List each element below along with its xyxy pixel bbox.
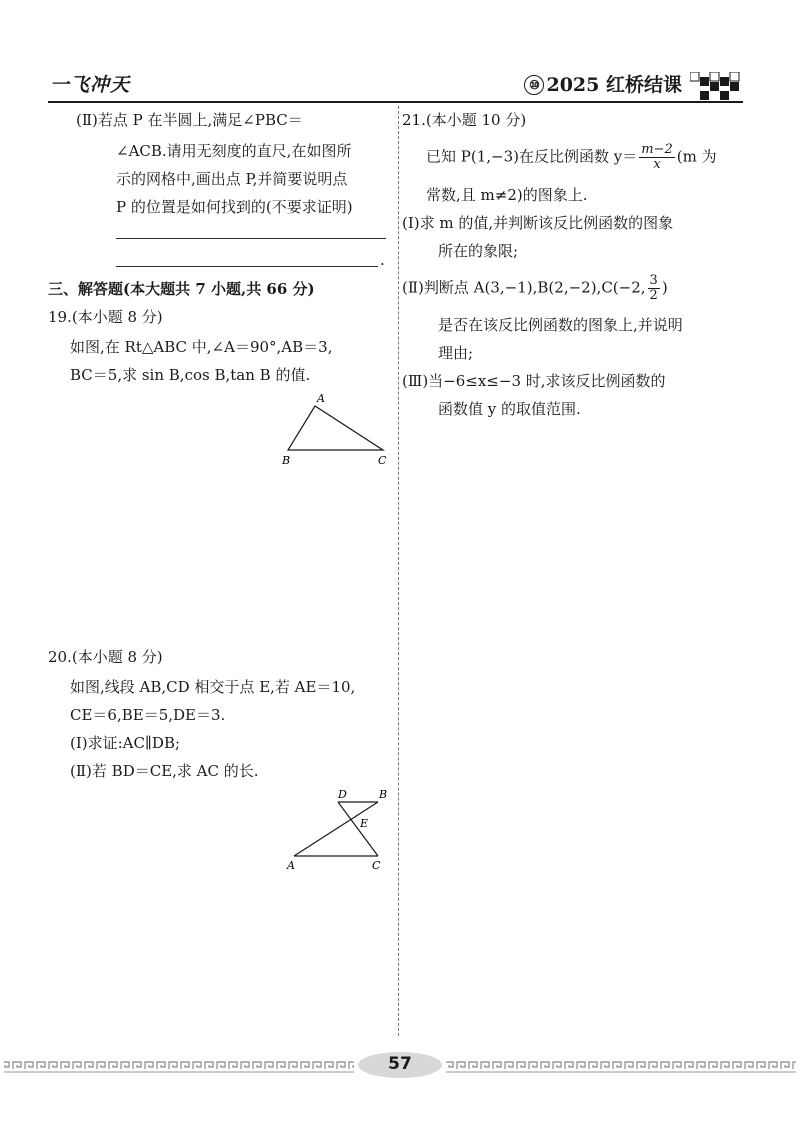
q19-line1: 如图,在 Rt△ABC 中,∠A＝90°,AB＝3, [70, 338, 333, 356]
q21-part3-line2: 函数值 y 的取值范围. [438, 400, 581, 418]
answer-period: . [380, 251, 385, 269]
q21-part2-line2: 是否在该反比例函数的图象上,并说明 [438, 316, 683, 334]
q20-heading: 20.(本小题 8 分) [48, 648, 163, 666]
q21-intro-tail: (m 为 [676, 147, 717, 166]
q21-intro [426, 143, 717, 172]
label-a: A [317, 392, 325, 405]
q20-segments-diagram [280, 785, 400, 875]
q21-part2-line1 [402, 274, 668, 303]
label-c: C [372, 859, 381, 872]
q21-heading: 21.(本小题 10 分) [402, 111, 527, 129]
fraction-m-minus-2-over-x [639, 143, 675, 172]
fraction-3-over-2 [648, 274, 660, 303]
label-e: E [360, 817, 369, 830]
q18-part2-line1: (Ⅱ)若点 P 在半圆上,满足∠PBC＝ [76, 111, 303, 129]
series-year: 2025 [546, 74, 600, 96]
q19-line2: BC＝5,求 sin B,cos B,tan B 的值. [70, 366, 311, 384]
q21-part2-line3: 理由; [438, 344, 474, 362]
page-number: 57 [388, 1054, 412, 1074]
volume-badge: ⑩ [524, 75, 544, 95]
q21-part1-line1: (Ⅰ)求 m 的值,并判断该反比例函数的图象 [402, 214, 674, 232]
q20-line1: 如图,线段 AB,CD 相交于点 E,若 AE＝10, [70, 678, 356, 696]
q21-line2: 常数,且 m≠2)的图象上. [426, 186, 588, 204]
fraction-numerator: 3 [649, 273, 658, 288]
column-divider [398, 106, 399, 1036]
q21-part2-text: (Ⅱ)判断点 A(3,−1),B(2,−2),C(−2, [402, 278, 646, 297]
checker-decoration-icon [690, 72, 742, 100]
series-title [524, 70, 682, 97]
brand-logo: 一飞冲天 [50, 74, 131, 96]
q20-part2: (Ⅱ)若 BD＝CE,求 AC 的长. [70, 762, 259, 780]
q21-intro-text: 已知 P(1,−3)在反比例函数 y＝ [426, 147, 638, 166]
q18-part2-line3: 示的网格中,画出点 P,并简要说明点 [116, 170, 348, 188]
segment-cd [338, 802, 378, 856]
label-c: C [378, 454, 387, 467]
answer-line-1 [116, 238, 386, 239]
label-b: B [379, 788, 388, 801]
q18-part2-line4: P 的位置是如何找到的(不要求证明) [116, 198, 353, 216]
q20-line2: CE＝6,BE＝5,DE＝3. [70, 706, 226, 724]
q21-part3-line1: (Ⅲ)当−6≤x≤−3 时,求该反比例函数的 [402, 372, 666, 390]
q18-part2-line2: ∠ACB.请用无刻度的直尺,在如图所 [116, 142, 352, 160]
label-b: B [282, 454, 291, 467]
label-d: D [338, 788, 347, 801]
fraction-numerator: m−2 [641, 142, 673, 157]
answer-line-2 [116, 266, 378, 267]
section-3-heading: 三、解答题(本大题共 7 小题,共 66 分) [48, 280, 315, 298]
q21-part2-close: ) [661, 278, 668, 297]
q21-part1-line2: 所在的象限; [438, 242, 519, 260]
q20-part1: (Ⅰ)求证:AC∥DB; [70, 734, 181, 752]
header-rule [48, 101, 743, 103]
fraction-denominator: x [653, 157, 661, 172]
triangle-abc [288, 406, 383, 450]
label-a: A [287, 859, 295, 872]
fraction-denominator: 2 [649, 288, 658, 303]
q19-heading: 19.(本小题 8 分) [48, 308, 163, 326]
q19-triangle-diagram [275, 388, 395, 470]
series-name: 红桥结课 [605, 74, 682, 96]
